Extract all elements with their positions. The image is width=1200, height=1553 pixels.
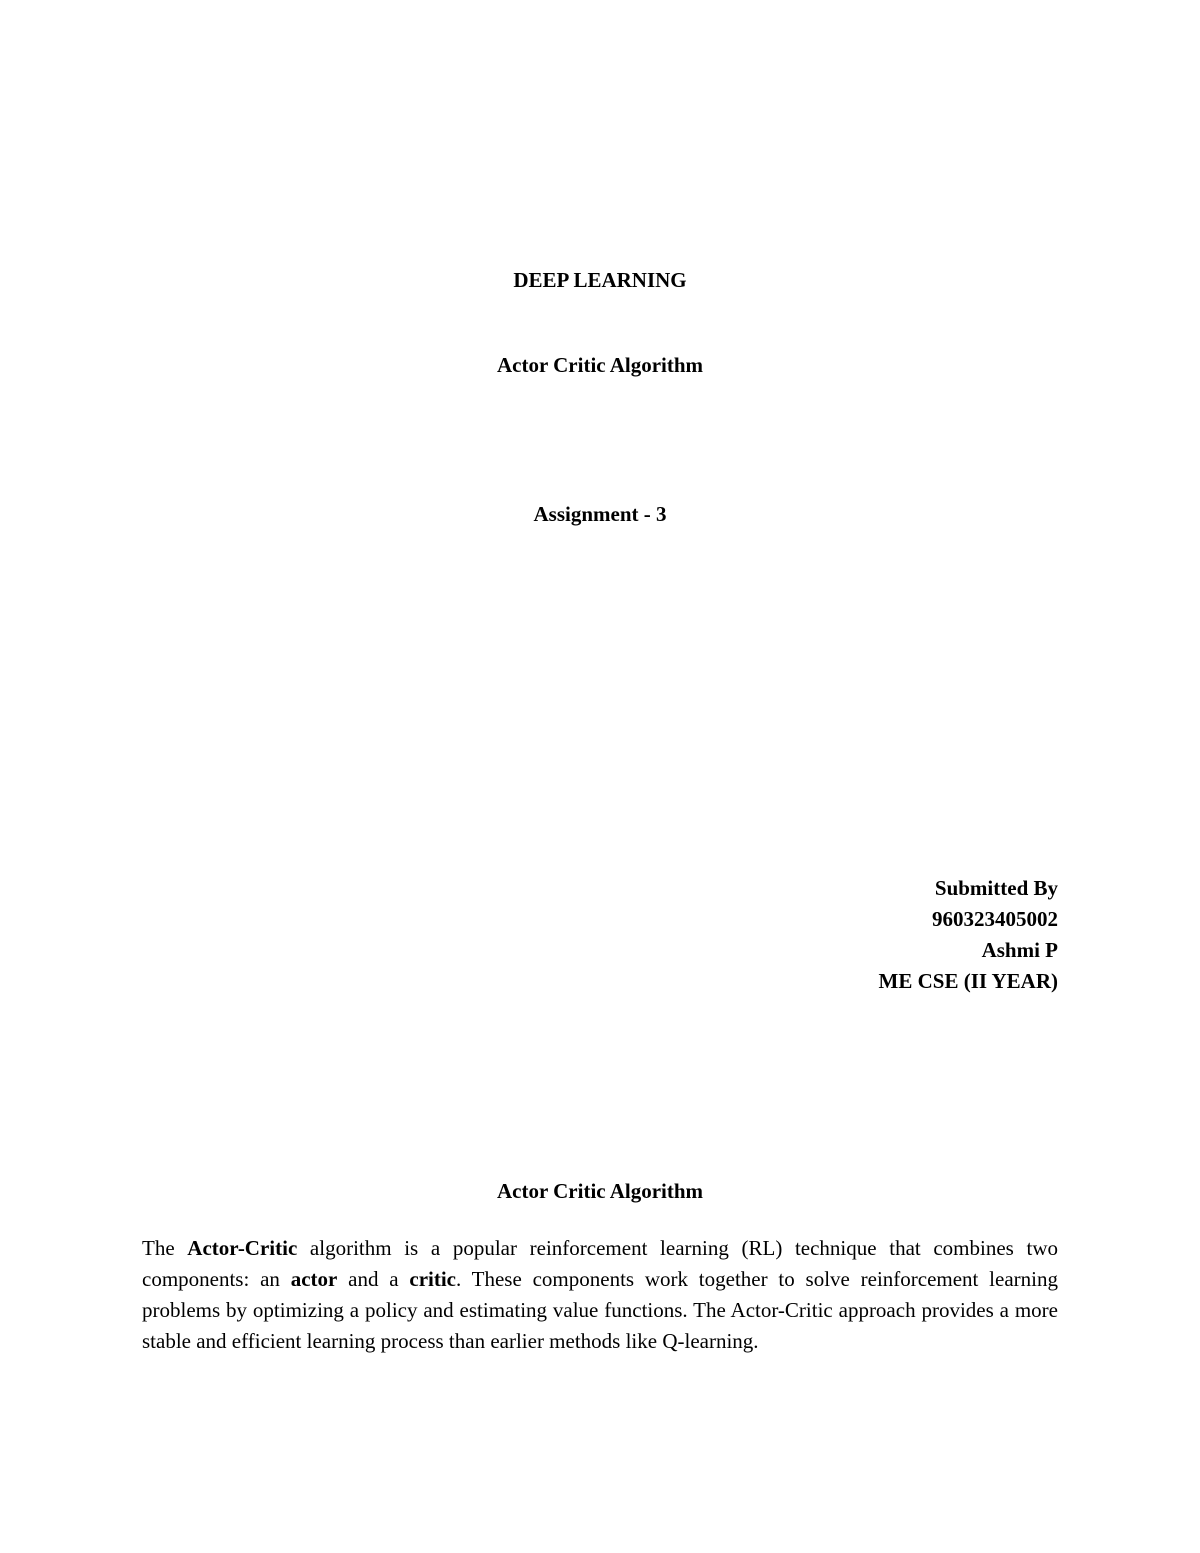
submission-block	[879, 873, 1058, 997]
para-text-1: The	[142, 1236, 188, 1260]
submitted-by-label: Submitted By	[934, 876, 1058, 900]
course-year: ME CSE (II YEAR)	[878, 969, 1058, 993]
para-text-3: and a	[337, 1267, 410, 1291]
para-bold-actor-critic: Actor-Critic	[187, 1236, 298, 1260]
subject-title: DEEP LEARNING	[513, 268, 687, 292]
para-bold-actor: actor	[290, 1267, 338, 1291]
para-text-2: algorithm is a popular reinforcement learning (RL) technique that combines two components: an	[142, 1236, 1058, 1291]
para-bold-critic: critic	[409, 1267, 456, 1291]
section-heading: Actor Critic Algorithm	[496, 1179, 704, 1203]
intro-paragraph	[142, 1233, 1058, 1357]
assignment-title: Assignment - 3	[533, 502, 667, 526]
roll-number: 960323405002	[932, 907, 1058, 931]
topic-title: Actor Critic Algorithm	[496, 353, 704, 377]
student-name: Ashmi P	[981, 938, 1058, 962]
para-text-4: . These components work together to solve reinforcement learning problems by optimizing a policy and estimating value functions. The Actor-Critic approach provides a more stable and efficient learning process than earlier methods like Q-learning.	[142, 1267, 1058, 1353]
